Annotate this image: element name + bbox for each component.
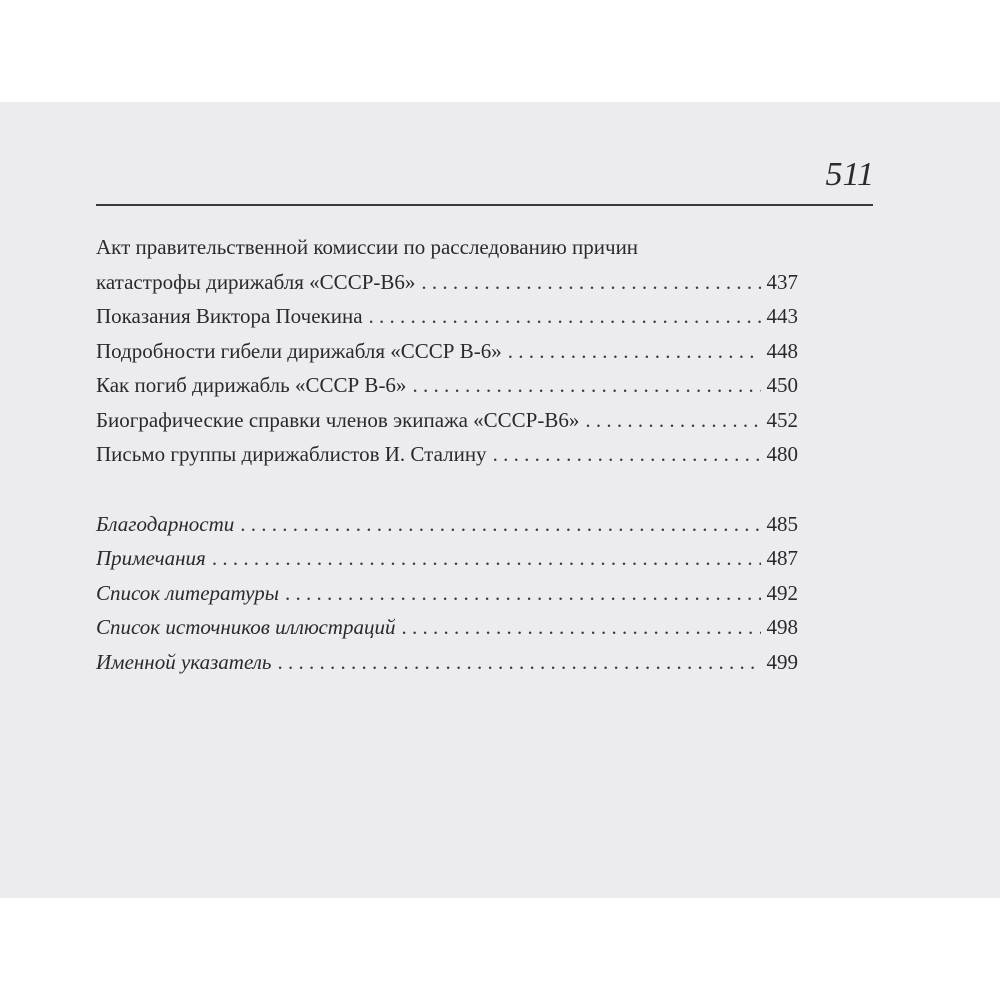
toc-entry-title: Показания Виктора Почекина [96, 304, 363, 328]
dot-leader [493, 437, 761, 472]
dot-leader [412, 368, 760, 403]
section-gap [96, 472, 798, 507]
toc-entry-page: 450 [766, 373, 798, 397]
toc-entry-title: Письмо группы дирижаблистов И. Сталину [96, 442, 487, 466]
toc-entry-page: 492 [766, 580, 798, 605]
toc-entry-title: Список источников иллюстраций [96, 615, 396, 639]
header-rule [96, 204, 873, 206]
toc-entry [96, 403, 798, 438]
toc-entry [96, 299, 798, 334]
toc-entry [96, 610, 798, 645]
toc-entry-page: 485 [766, 511, 798, 536]
toc-entry-title: Список литературы [96, 580, 279, 605]
dot-leader [240, 507, 760, 542]
dot-leader [585, 403, 760, 438]
toc-entry-page: 499 [766, 649, 798, 674]
toc-entry-page: 452 [766, 407, 798, 432]
dot-leader [277, 645, 760, 680]
toc-entry-title: Примечания [96, 546, 206, 570]
toc-entry-page: 487 [766, 546, 798, 570]
dot-leader [508, 334, 761, 369]
toc-entry-title: Благодарности [96, 511, 235, 536]
book-page [0, 102, 1000, 898]
toc-entry-page: 437 [766, 269, 798, 294]
toc-entry [96, 541, 798, 576]
toc-entry-page: 448 [766, 338, 798, 363]
toc-entry [96, 334, 798, 369]
toc-entry [96, 645, 798, 680]
toc-entry-title: Биографические справки членов экипажа «СССР-В6» [96, 407, 580, 432]
toc-entry [96, 576, 798, 611]
toc-entry-page: 480 [766, 442, 798, 466]
table-of-contents [96, 230, 798, 679]
dot-leader [369, 299, 761, 334]
toc-entry-page: 498 [766, 615, 798, 639]
toc-entry-title: Именной указатель [96, 649, 272, 674]
page-number: 511 [825, 156, 874, 193]
dot-leader [285, 576, 761, 611]
toc-entry-title: Как погиб дирижабль «СССР В-6» [96, 373, 407, 397]
toc-entry-page: 443 [766, 304, 798, 328]
toc-entry [96, 265, 798, 300]
toc-entry [96, 507, 798, 542]
dot-leader [401, 610, 760, 645]
toc-entry-line1: Акт правительственной комиссии по расследованию причин [96, 235, 639, 259]
toc-entry [96, 437, 798, 472]
toc-entry-title: Подробности гибели дирижабля «СССР В-6» [96, 338, 502, 363]
toc-entry-title: катастрофы дирижабля «СССР-В6» [96, 269, 416, 294]
dot-leader [421, 265, 760, 300]
toc-entry [96, 368, 798, 403]
dot-leader [212, 541, 761, 576]
